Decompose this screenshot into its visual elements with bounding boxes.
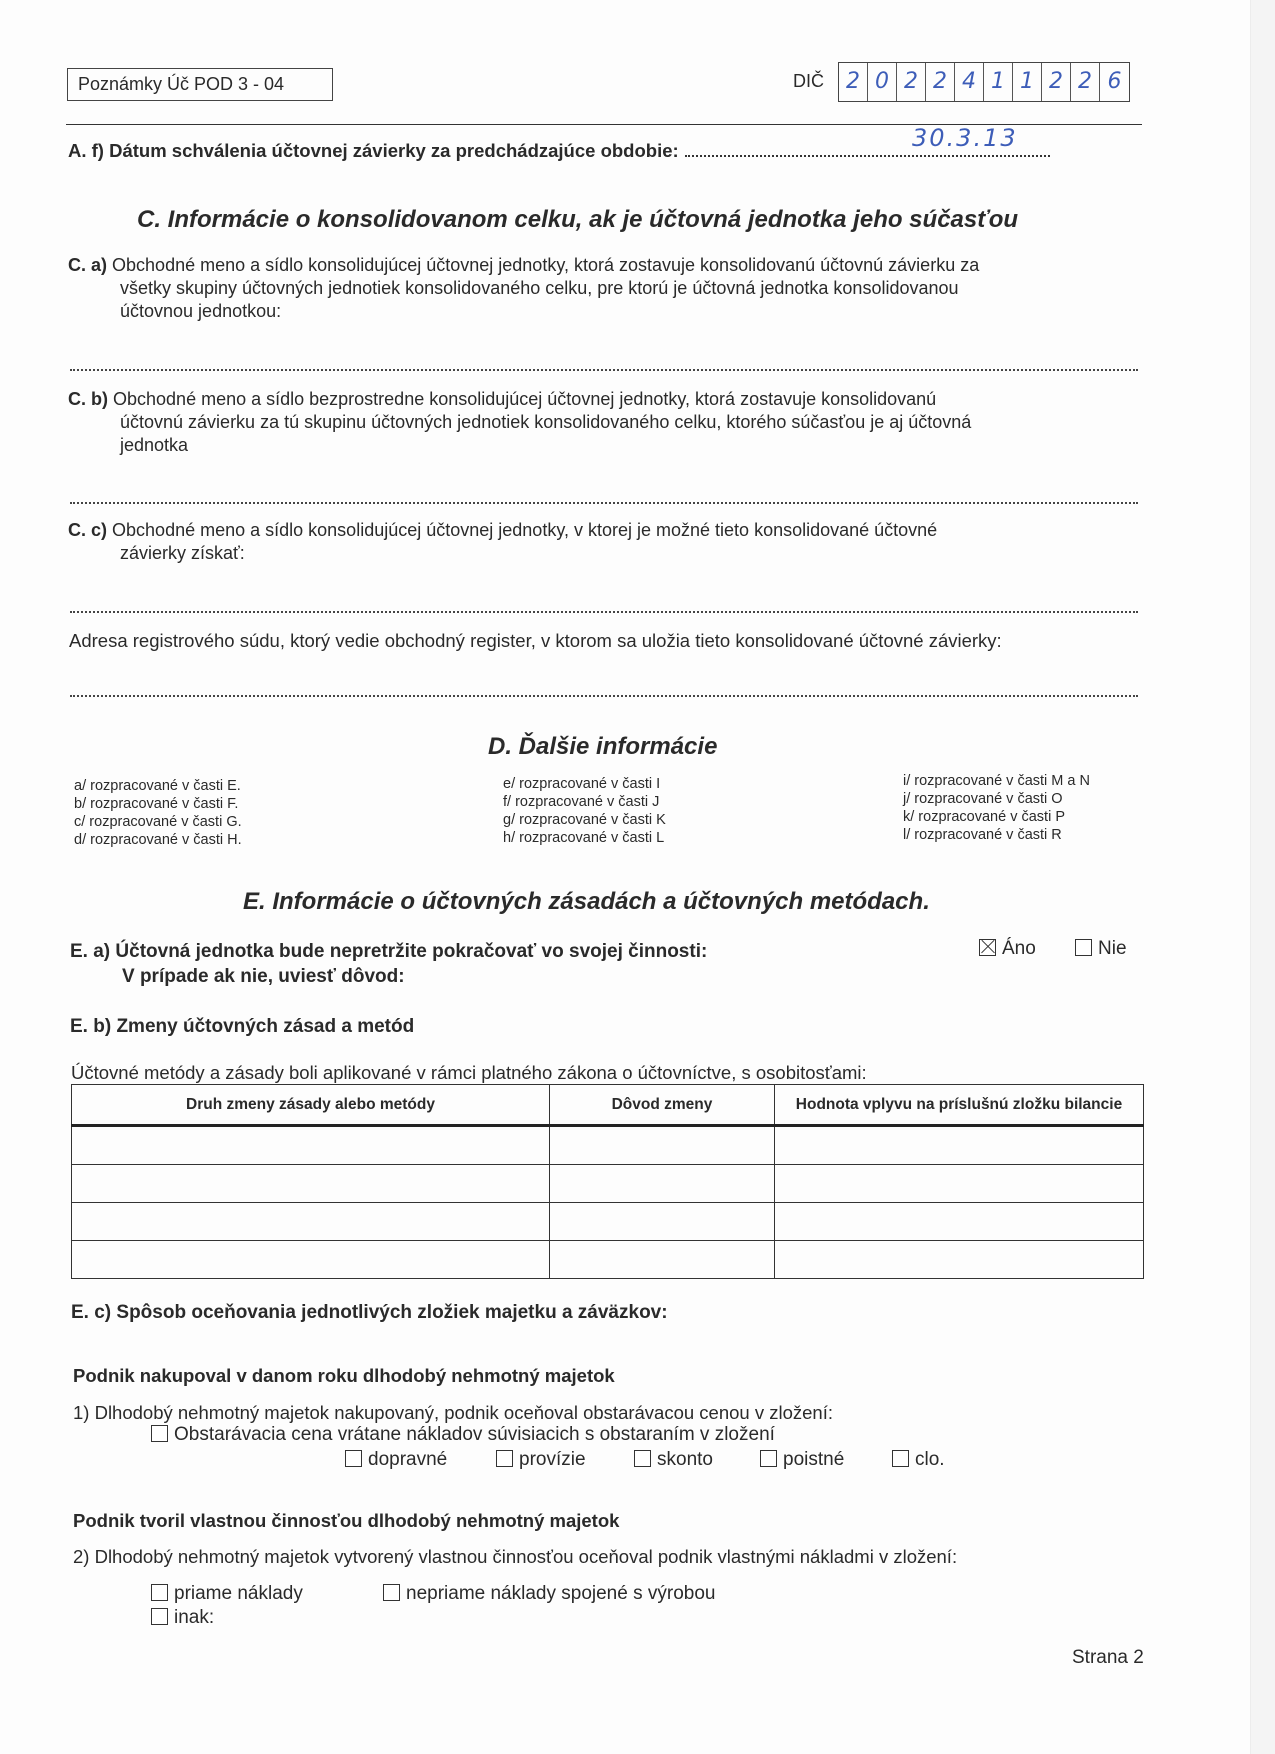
dopravne-label: dopravné bbox=[368, 1449, 448, 1470]
purchased-option-dopravne[interactable] bbox=[345, 1449, 447, 1471]
table-cell[interactable] bbox=[72, 1241, 550, 1279]
priame-checkbox[interactable] bbox=[151, 1584, 168, 1601]
purchased-heading: Podnik nakupoval v danom roku dlhodobý nehmotný majetok bbox=[73, 1365, 615, 1386]
purchased-option-clo[interactable] bbox=[892, 1449, 945, 1471]
section-c-title: C. Informácie o konsolidovanom celku, ak je účtovná jednotka jeho súčasťou bbox=[137, 206, 1019, 233]
dic-digit[interactable]: 6 bbox=[1107, 69, 1122, 94]
d-list-item: c/ rozpracované v časti G. bbox=[74, 814, 242, 830]
table-cell[interactable] bbox=[550, 1241, 775, 1279]
ea-no-checkbox[interactable] bbox=[1075, 939, 1092, 956]
ca-label: C. a) bbox=[68, 255, 108, 275]
table-cell[interactable] bbox=[72, 1165, 550, 1203]
table-header-cell: Hodnota vplyvu na príslušnú zložku bilancie bbox=[775, 1085, 1144, 1126]
table-cell[interactable] bbox=[775, 1126, 1144, 1165]
d-list-item: k/ rozpracované v časti P bbox=[903, 809, 1065, 825]
scan-edge bbox=[1250, 0, 1275, 1754]
purchased-option-provizie[interactable] bbox=[496, 1449, 586, 1471]
table-cell[interactable] bbox=[775, 1165, 1144, 1203]
ea-yes-option[interactable] bbox=[979, 938, 1036, 960]
ea-yes-checkbox[interactable] bbox=[979, 939, 996, 956]
dic-digit[interactable]: 2 bbox=[839, 63, 868, 101]
table-cell[interactable] bbox=[72, 1126, 550, 1165]
d-list-col3 bbox=[903, 772, 1090, 844]
dic-field[interactable] bbox=[838, 62, 1130, 102]
nepriame-checkbox[interactable] bbox=[383, 1584, 400, 1601]
dic-digit[interactable]: 2 bbox=[1042, 63, 1071, 101]
dic-digit[interactable]: 1 bbox=[1013, 63, 1042, 101]
d-list-item: j/ rozpracované v časti O bbox=[903, 791, 1063, 807]
d-list-col2 bbox=[503, 775, 666, 847]
dic-digit[interactable]: 1 bbox=[984, 63, 1013, 101]
own-option-nepriame[interactable] bbox=[383, 1583, 715, 1605]
purchased-option-skonto[interactable] bbox=[634, 1449, 713, 1471]
d-list-item: g/ rozpracované v časti K bbox=[503, 812, 666, 828]
dic-digit[interactable]: 2 bbox=[926, 63, 955, 101]
table-cell[interactable] bbox=[550, 1126, 775, 1165]
nepriame-label: nepriame náklady spojené s výrobou bbox=[406, 1583, 716, 1604]
page-number: Strana 2 bbox=[1072, 1647, 1144, 1668]
inak-label: inak: bbox=[174, 1607, 215, 1628]
dic-digit[interactable]: 0 bbox=[868, 63, 897, 101]
clo-checkbox[interactable] bbox=[892, 1450, 909, 1467]
table-row bbox=[72, 1126, 1144, 1165]
d-list-col1 bbox=[74, 777, 242, 849]
dic-digit[interactable]: 2 bbox=[1071, 63, 1100, 101]
cc-paragraph bbox=[68, 519, 937, 565]
provizie-label: provízie bbox=[519, 1449, 586, 1470]
cc-answer-line[interactable] bbox=[70, 611, 1138, 613]
d-list-item: e/ rozpracované v časti I bbox=[503, 776, 661, 792]
table-row bbox=[72, 1203, 1144, 1241]
ec-title: E. c) Spôsob oceňovania jednotlivých zložiek majetku a záväzkov: bbox=[71, 1302, 668, 1323]
dic-digit[interactable]: 4 bbox=[955, 63, 984, 101]
table-cell[interactable] bbox=[72, 1203, 550, 1241]
cb-text: účtovnú závierku za tú skupinu účtovných jednotiek konsolidovaného celku, ktorého súčasťou je aj účtovná bbox=[120, 412, 972, 432]
skonto-label: skonto bbox=[657, 1449, 713, 1470]
purchased-line1: 1) Dlhodobý nehmotný majetok nakupovaný, podnik oceňoval obstarávacou cenou v zložení: bbox=[73, 1402, 833, 1423]
d-list-item: b/ rozpracované v časti F. bbox=[74, 796, 239, 812]
ca-answer-line[interactable] bbox=[70, 369, 1138, 371]
registry-answer-line[interactable] bbox=[70, 695, 1138, 697]
clo-label: clo. bbox=[915, 1449, 945, 1470]
changes-table bbox=[71, 1084, 1144, 1279]
purchased-option-poistne[interactable] bbox=[760, 1449, 844, 1471]
own-heading: Podnik tvoril vlastnou činnosťou dlhodobý nehmotný majetok bbox=[73, 1510, 620, 1531]
form-code-box: Poznámky Úč POD 3 - 04 bbox=[67, 68, 333, 101]
table-cell[interactable] bbox=[775, 1241, 1144, 1279]
cb-paragraph bbox=[68, 388, 971, 457]
inak-checkbox[interactable] bbox=[151, 1608, 168, 1625]
provizie-checkbox[interactable] bbox=[496, 1450, 513, 1467]
purchased-main-label: Obstarávacia cena vrátane nákladov súvisiacich s obstaraním v zložení bbox=[174, 1424, 775, 1445]
cb-text: jednotka bbox=[120, 435, 189, 455]
af-row bbox=[68, 140, 1050, 162]
priame-label: priame náklady bbox=[174, 1583, 303, 1604]
table-cell[interactable] bbox=[550, 1165, 775, 1203]
d-list-item: l/ rozpracované v časti R bbox=[903, 827, 1062, 843]
cb-text: Obchodné meno a sídlo bezprostredne konsolidujúcej účtovnej jednotky, ktorá zostavuje konsolidovanú bbox=[113, 389, 937, 409]
eb-title: E. b) Zmeny účtovných zásad a metód bbox=[70, 1016, 415, 1037]
ea-yes-label: Áno bbox=[1002, 938, 1036, 959]
ea-question: E. a) Účtovná jednotka bude nepretržite pokračovať vo svojej činnosti: bbox=[70, 941, 708, 962]
own-option-priame[interactable] bbox=[151, 1583, 303, 1605]
table-row bbox=[72, 1241, 1144, 1279]
ea-no-option[interactable] bbox=[1075, 938, 1127, 960]
poistne-label: poistné bbox=[783, 1449, 845, 1470]
cb-answer-line[interactable] bbox=[70, 502, 1138, 504]
cc-text: Obchodné meno a sídlo konsolidujúcej účtovnej jednotky, v ktorej je možné tieto konsolidované účtovné bbox=[112, 520, 938, 540]
cb-label: C. b) bbox=[68, 389, 108, 409]
dopravne-checkbox[interactable] bbox=[345, 1450, 362, 1467]
ea-reason-prompt: V prípade ak nie, uviesť dôvod: bbox=[122, 966, 405, 987]
skonto-checkbox[interactable] bbox=[634, 1450, 651, 1467]
ca-text: všetky skupiny účtovných jednotiek konsolidovaného celku, pre ktorú je účtovná jednotka konsolidovanou bbox=[120, 278, 959, 298]
ca-text: účtovnou jednotkou: bbox=[120, 301, 282, 321]
registry-text: Adresa registrového súdu, ktorý vedie obchodný register, v ktorom sa uložia tieto konsolidované účtovné závierky: bbox=[69, 630, 1002, 651]
table-header-cell: Druh zmeny zásady alebo metódy bbox=[72, 1085, 550, 1126]
eb-intro: Účtovné metódy a zásady boli aplikované v rámci platného zákona o účtovníctve, s osobitosťami: bbox=[71, 1062, 867, 1083]
table-row bbox=[72, 1165, 1144, 1203]
own-option-inak[interactable] bbox=[151, 1607, 214, 1629]
dic-label: DIČ bbox=[793, 71, 824, 91]
ca-text: Obchodné meno a sídlo konsolidujúcej účtovnej jednotky, ktorá zostavuje konsolidovanú účtovnú závierku za bbox=[112, 255, 980, 275]
table-cell[interactable] bbox=[550, 1203, 775, 1241]
dic-digit[interactable]: 2 bbox=[897, 63, 926, 101]
table-cell[interactable] bbox=[775, 1203, 1144, 1241]
purchased-main-option[interactable] bbox=[151, 1424, 775, 1446]
d-list-item: d/ rozpracované v časti H. bbox=[74, 832, 242, 848]
table-header-cell: Dôvod zmeny bbox=[550, 1085, 775, 1126]
ca-paragraph bbox=[68, 254, 979, 323]
poistne-checkbox[interactable] bbox=[760, 1450, 777, 1467]
section-d-title: D. Ďalšie informácie bbox=[488, 733, 718, 760]
table-header-row bbox=[72, 1085, 1144, 1126]
purchased-main-checkbox[interactable] bbox=[151, 1425, 168, 1442]
cc-label: C. c) bbox=[68, 520, 108, 540]
af-label: A. f) Dátum schválenia účtovnej závierky za predchádzajúce obdobie: bbox=[68, 140, 679, 161]
section-e-title: E. Informácie o účtovných zásadách a účtovných metódach. bbox=[243, 888, 930, 915]
cc-text: závierky získať: bbox=[120, 543, 245, 563]
own-line2: 2) Dlhodobý nehmotný majetok vytvorený vlastnou činnosťou oceňoval podnik vlastnými nákladmi v zložení: bbox=[73, 1546, 958, 1567]
d-list-item: a/ rozpracované v časti E. bbox=[74, 778, 241, 794]
af-value[interactable]: 30.3.13 bbox=[912, 124, 1018, 152]
d-list-item: f/ rozpracované v časti J bbox=[503, 794, 660, 810]
d-list-item: h/ rozpracované v časti L bbox=[503, 830, 665, 846]
d-list-item: i/ rozpracované v časti M a N bbox=[903, 773, 1090, 789]
ea-no-label: Nie bbox=[1098, 938, 1127, 959]
